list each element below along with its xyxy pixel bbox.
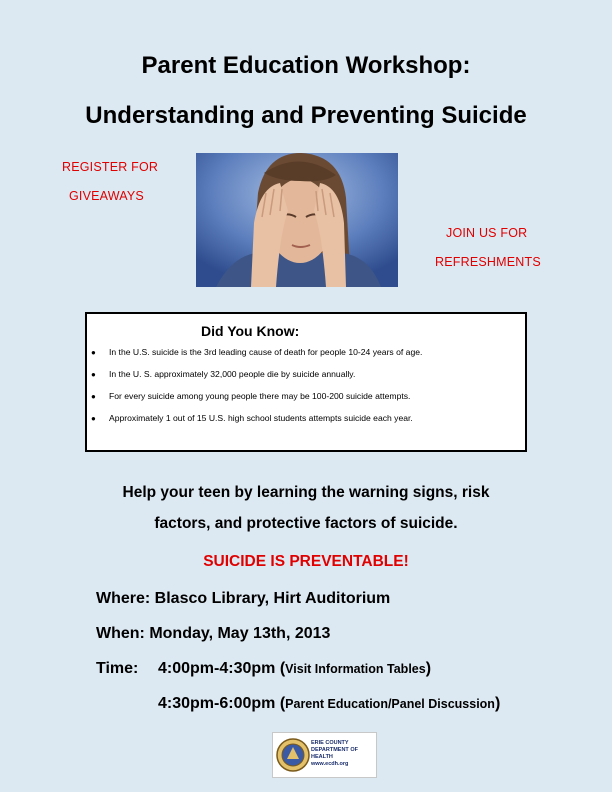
county-seal-icon — [276, 735, 310, 775]
time-label: Time: — [96, 660, 139, 677]
help-line-2: factors, and protective factors of suicide. — [154, 515, 458, 532]
logo-text: ERIE COUNTY DEPARTMENT OF HEALTH www.ecdh.org — [311, 740, 358, 767]
time-slot-2-note: Parent Education/Panel Discussion — [285, 697, 495, 711]
register-line-2: GIVEAWAYS — [69, 189, 144, 203]
event-where: Where: Blasco Library, Hirt Auditorium — [96, 590, 391, 607]
event-when: When: Monday, May 13th, 2013 — [96, 625, 331, 642]
title-line-2: Understanding and Preventing Suicide — [85, 102, 527, 129]
did-you-know-title: Did You Know: — [201, 323, 300, 339]
bullet-icon: ● — [91, 370, 96, 379]
fact-item: ● For every suicide among young people there may be 100-200 suicide attempts. — [91, 391, 411, 401]
time-slot-1-note: Visit Information Tables — [285, 662, 426, 676]
facts-list — [87, 347, 525, 435]
help-line-1: Help your teen by learning the warning signs, risk — [122, 484, 490, 501]
time-slot-2: 4:30pm-6:00pm (Parent Education/Panel Discussion) — [158, 695, 501, 712]
register-line-1: REGISTER FOR — [62, 160, 159, 174]
teen-photo-illustration — [196, 153, 398, 287]
preventable-banner: SUICIDE IS PREVENTABLE! — [203, 553, 409, 570]
fact-item: ● In the U. S. approximately 32,000 people die by suicide annually. — [91, 369, 356, 379]
erie-county-health-logo — [272, 732, 377, 778]
bullet-icon: ● — [91, 414, 96, 423]
time-slot-1: 4:00pm-4:30pm (Visit Information Tables) — [158, 660, 432, 677]
bullet-icon: ● — [91, 348, 96, 357]
fact-item: ● Approximately 1 out of 15 U.S. high school students attempts suicide each year. — [91, 413, 413, 423]
title-line-1: Parent Education Workshop: — [141, 52, 471, 79]
fact-item: ● In the U.S. suicide is the 3rd leading cause of death for people 10-24 years of age. — [91, 347, 423, 357]
bullet-icon: ● — [91, 392, 96, 401]
join-line-2: REFRESHMENTS — [435, 255, 541, 269]
teen-distress-photo — [196, 153, 398, 287]
join-line-1: JOIN US FOR — [446, 226, 528, 240]
did-you-know-box — [85, 312, 527, 452]
